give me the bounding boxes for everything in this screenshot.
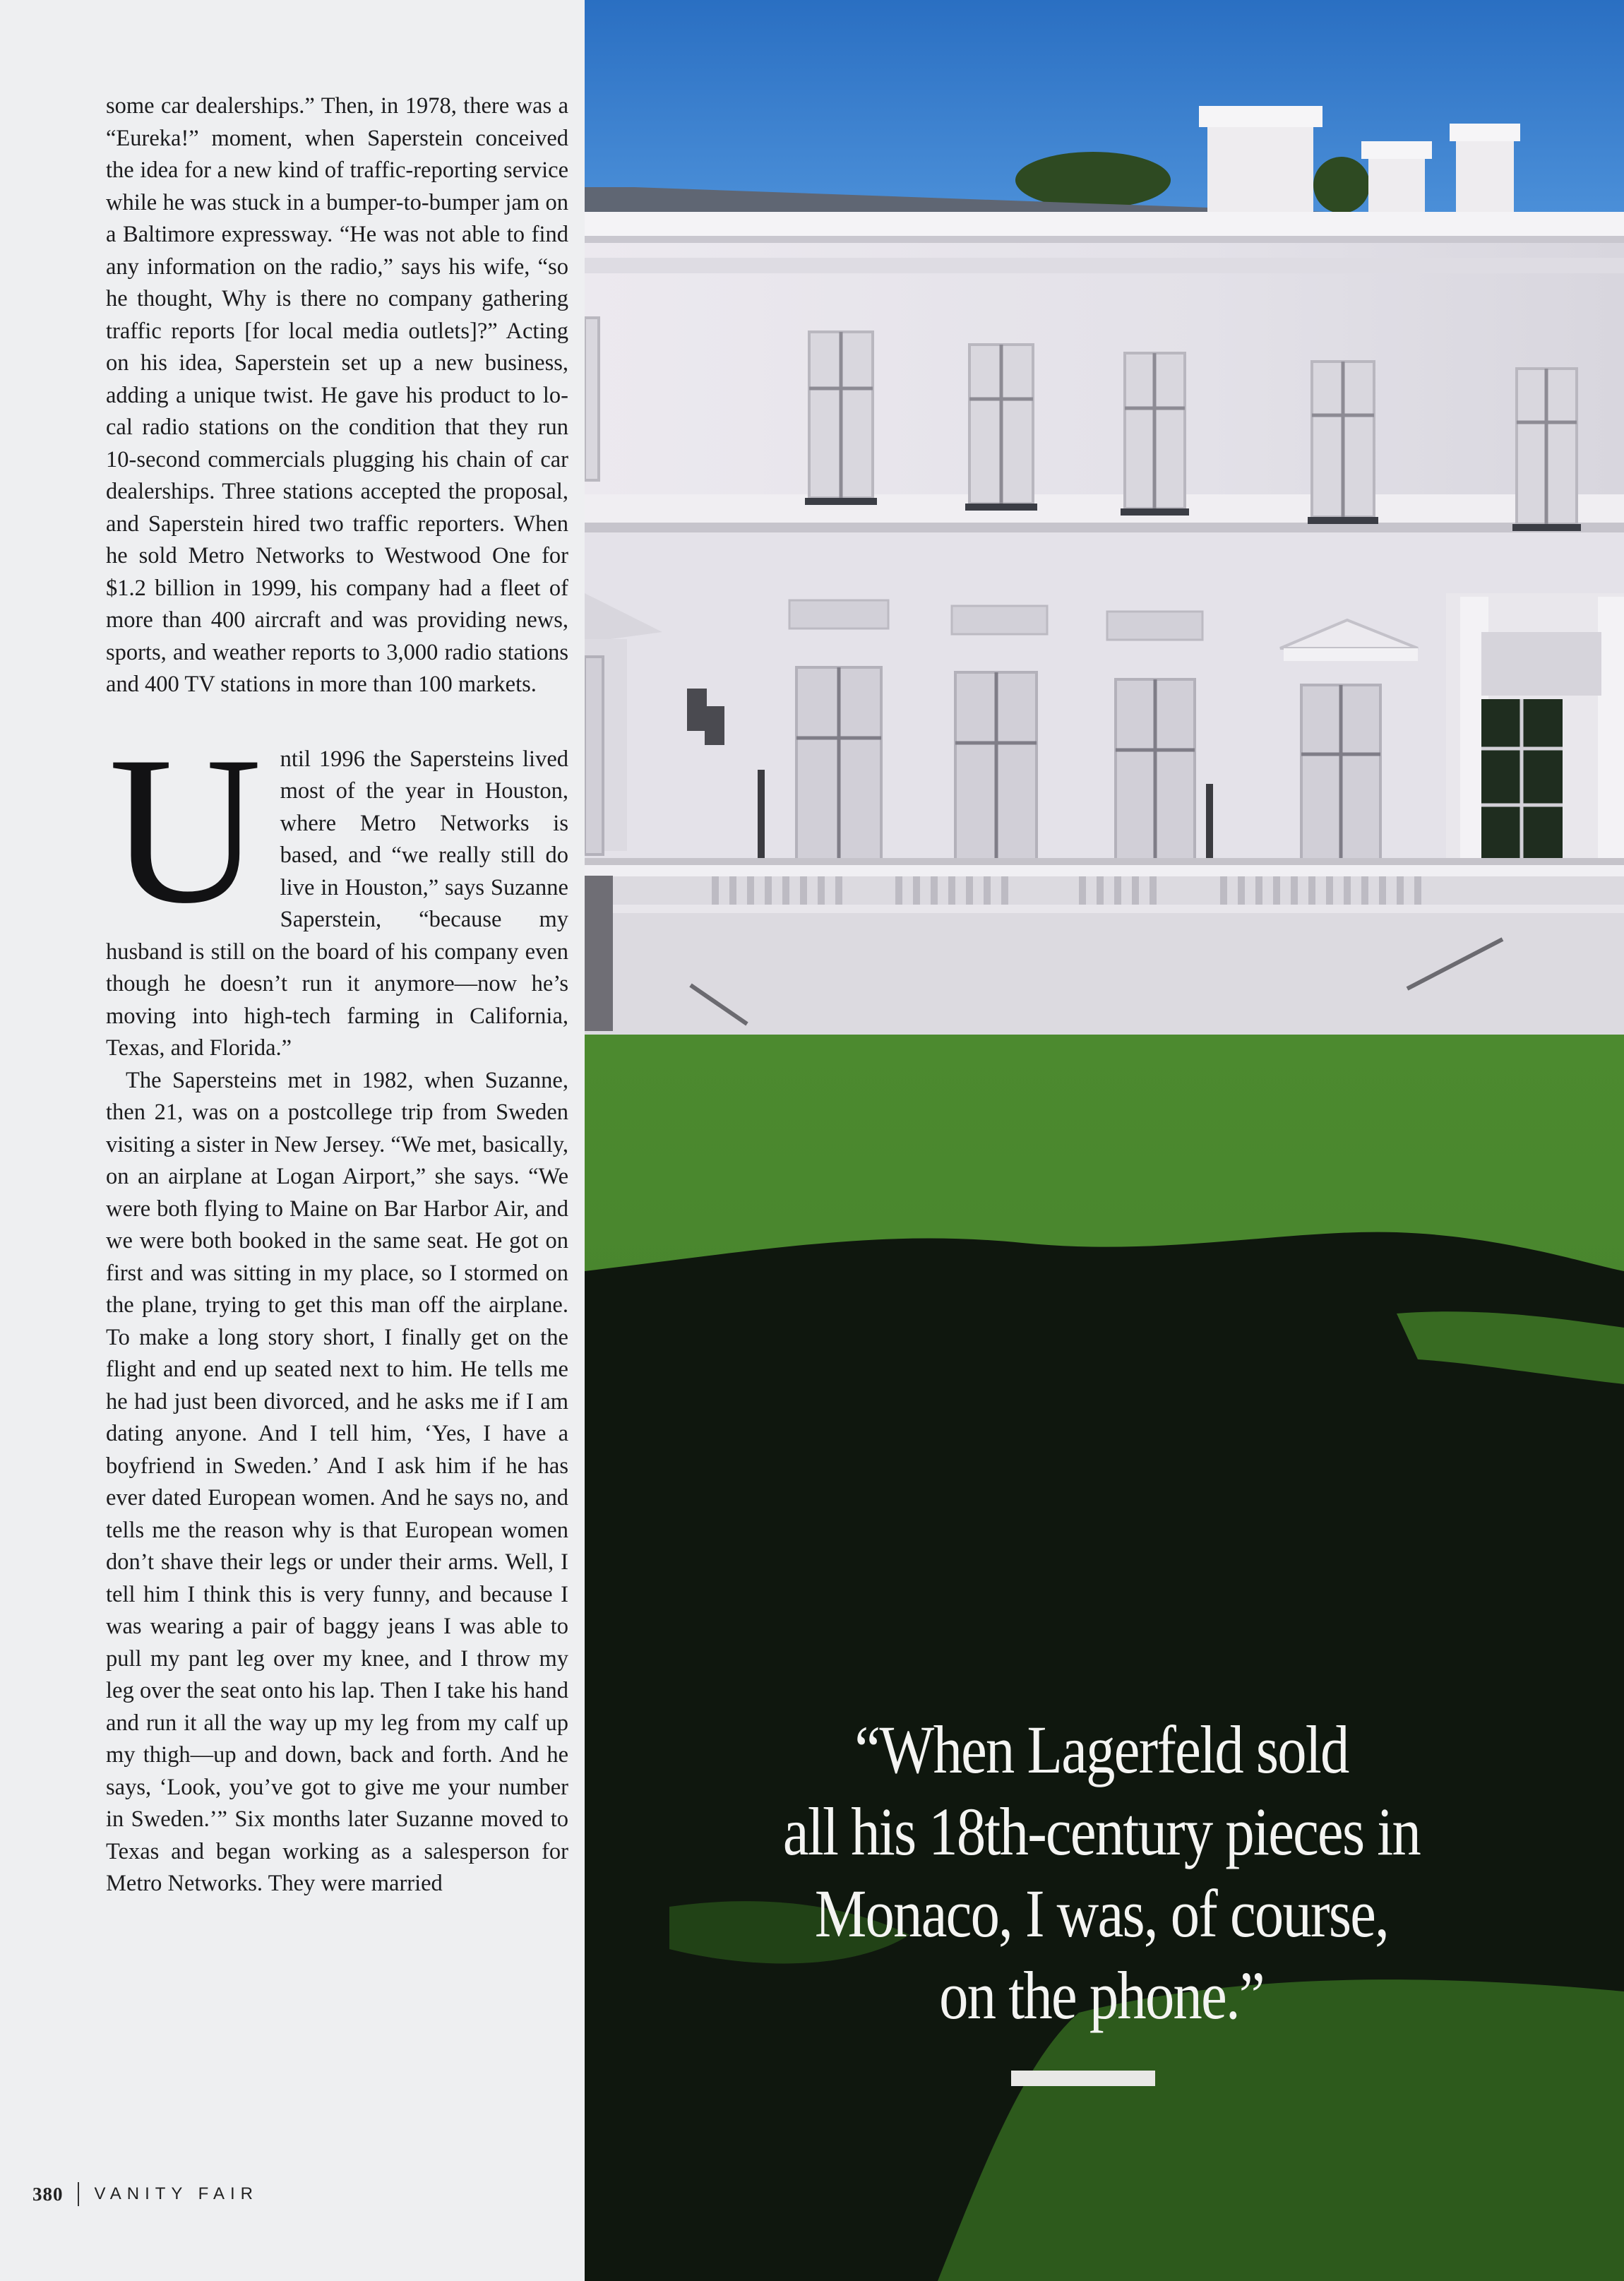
pull-quote: [725, 1709, 1478, 2037]
chimney: [1450, 124, 1520, 141]
frieze: [585, 258, 1624, 273]
pull-quote-line: Monaco, I was, of course,: [814, 1876, 1389, 1951]
belt-shadow: [585, 523, 1624, 532]
balustrade-rail: [585, 865, 1624, 876]
dropcap-paragraph-text: ntil 1996 the Sapersteins lived most of the year in Houston, where Metro Networks is based, and “we really still do live in Houston,” says Suzanne Saperstein, “because my husband is still on the board of his company even though he doesn’t run it anymore—now he’s moving into high-tech farming in California, Texas, and Florida.”: [106, 746, 568, 1061]
magazine-name: VANITY FAIR: [94, 2184, 258, 2203]
pull-quote-line: all his 18th-century pieces in: [782, 1794, 1421, 1869]
lamp-post: [758, 770, 765, 862]
drop-cap: U: [109, 712, 262, 947]
page-footer: [32, 2182, 258, 2206]
tree: [1015, 152, 1171, 208]
article-paragraph: some car dealerships.” Then, in 1978, there was a “Eureka!” moment, when Saperstein conceived the idea for a new kind of traffic-reporting service while he was stuck in a bumper-to-bumper jam on a Baltimore expressway. “He was not able to find any information on the radio,” says his wife, “so he thought, Why is there no company gathering traffic reports [for local media outlets]?” Acting on his idea, Saperstein set up a new business, adding a unique twist. He gave his product to local radio stations on the condition that they run 10-second commercials plugging his chain of car dealerships. Three stations accepted the proposal, and Saperstein hired two traffic reporters. When he sold Metro Networks to Westwood One for $1.2 billion in 1999, his company had a fleet of more than 400 aircraft and was providing news, sports, and weather reports to 3,000 radio stations and 400 TV stations in more than 100 markets.: [106, 93, 568, 697]
lamp-post: [1206, 784, 1213, 869]
article-paragraph: The Sapersteins met in 1982, when Suzanne, then 21, was on a postcollege trip from Sweden visiting a sister in New Jersey. “We met, basically, on an airplane at Logan Airport,” she says. “We were both flying to Maine on Bar Harbor Air, and we were both booked in the same seat. He got on first and was sitting in my place, so I stormed on the plane, trying to get this man off the airplane. To make a long story short, I finally get on the flight and end up seated next to him. He tells me he had just been divorced, and he asks me if I am dating anyone. And I tell him, ‘Yes, I have a boyfriend in Sweden.’ And I ask him if he has ever dated European women. And he says no, and tells me the reason why is that European women don’t shave their legs or under their arms. Well, I tell him I think this is very funny, and because I was wearing a pair of baggy jeans I was able to pull my pant leg over my knee, and I throw my leg over the seat onto his lap. Then I take his hand and run it all the way up my leg from my calf up my thigh—up and down, back and forth. And he says, ‘Look, you’ve got to give me your number in Sweden.’” Six months later Suzanne moved to Texas and began working as a salesperson for Metro Networks. They were married: [106, 1067, 568, 1896]
terrace-wall: [585, 858, 1624, 1042]
wall-lamp: [705, 706, 724, 745]
chimney: [1199, 106, 1323, 127]
pillar-shadow: [585, 876, 613, 1031]
chimney: [1361, 141, 1432, 159]
article-paragraph-dropcap: [106, 712, 568, 1065]
pull-quote-line: “When Lagerfeld sold: [854, 1712, 1349, 1787]
tree: [1313, 157, 1370, 213]
footer-divider: [78, 2182, 79, 2206]
article-column: [106, 90, 568, 1900]
wall-lamp: [687, 689, 707, 731]
pull-quote-rule: [1011, 2071, 1155, 2086]
pull-quote-line: on the phone.”: [939, 1958, 1264, 2033]
cornice: [585, 212, 1624, 236]
belt-course: [585, 494, 1624, 523]
page-number: 380: [32, 2183, 64, 2205]
cornice-shadow: [585, 236, 1624, 243]
